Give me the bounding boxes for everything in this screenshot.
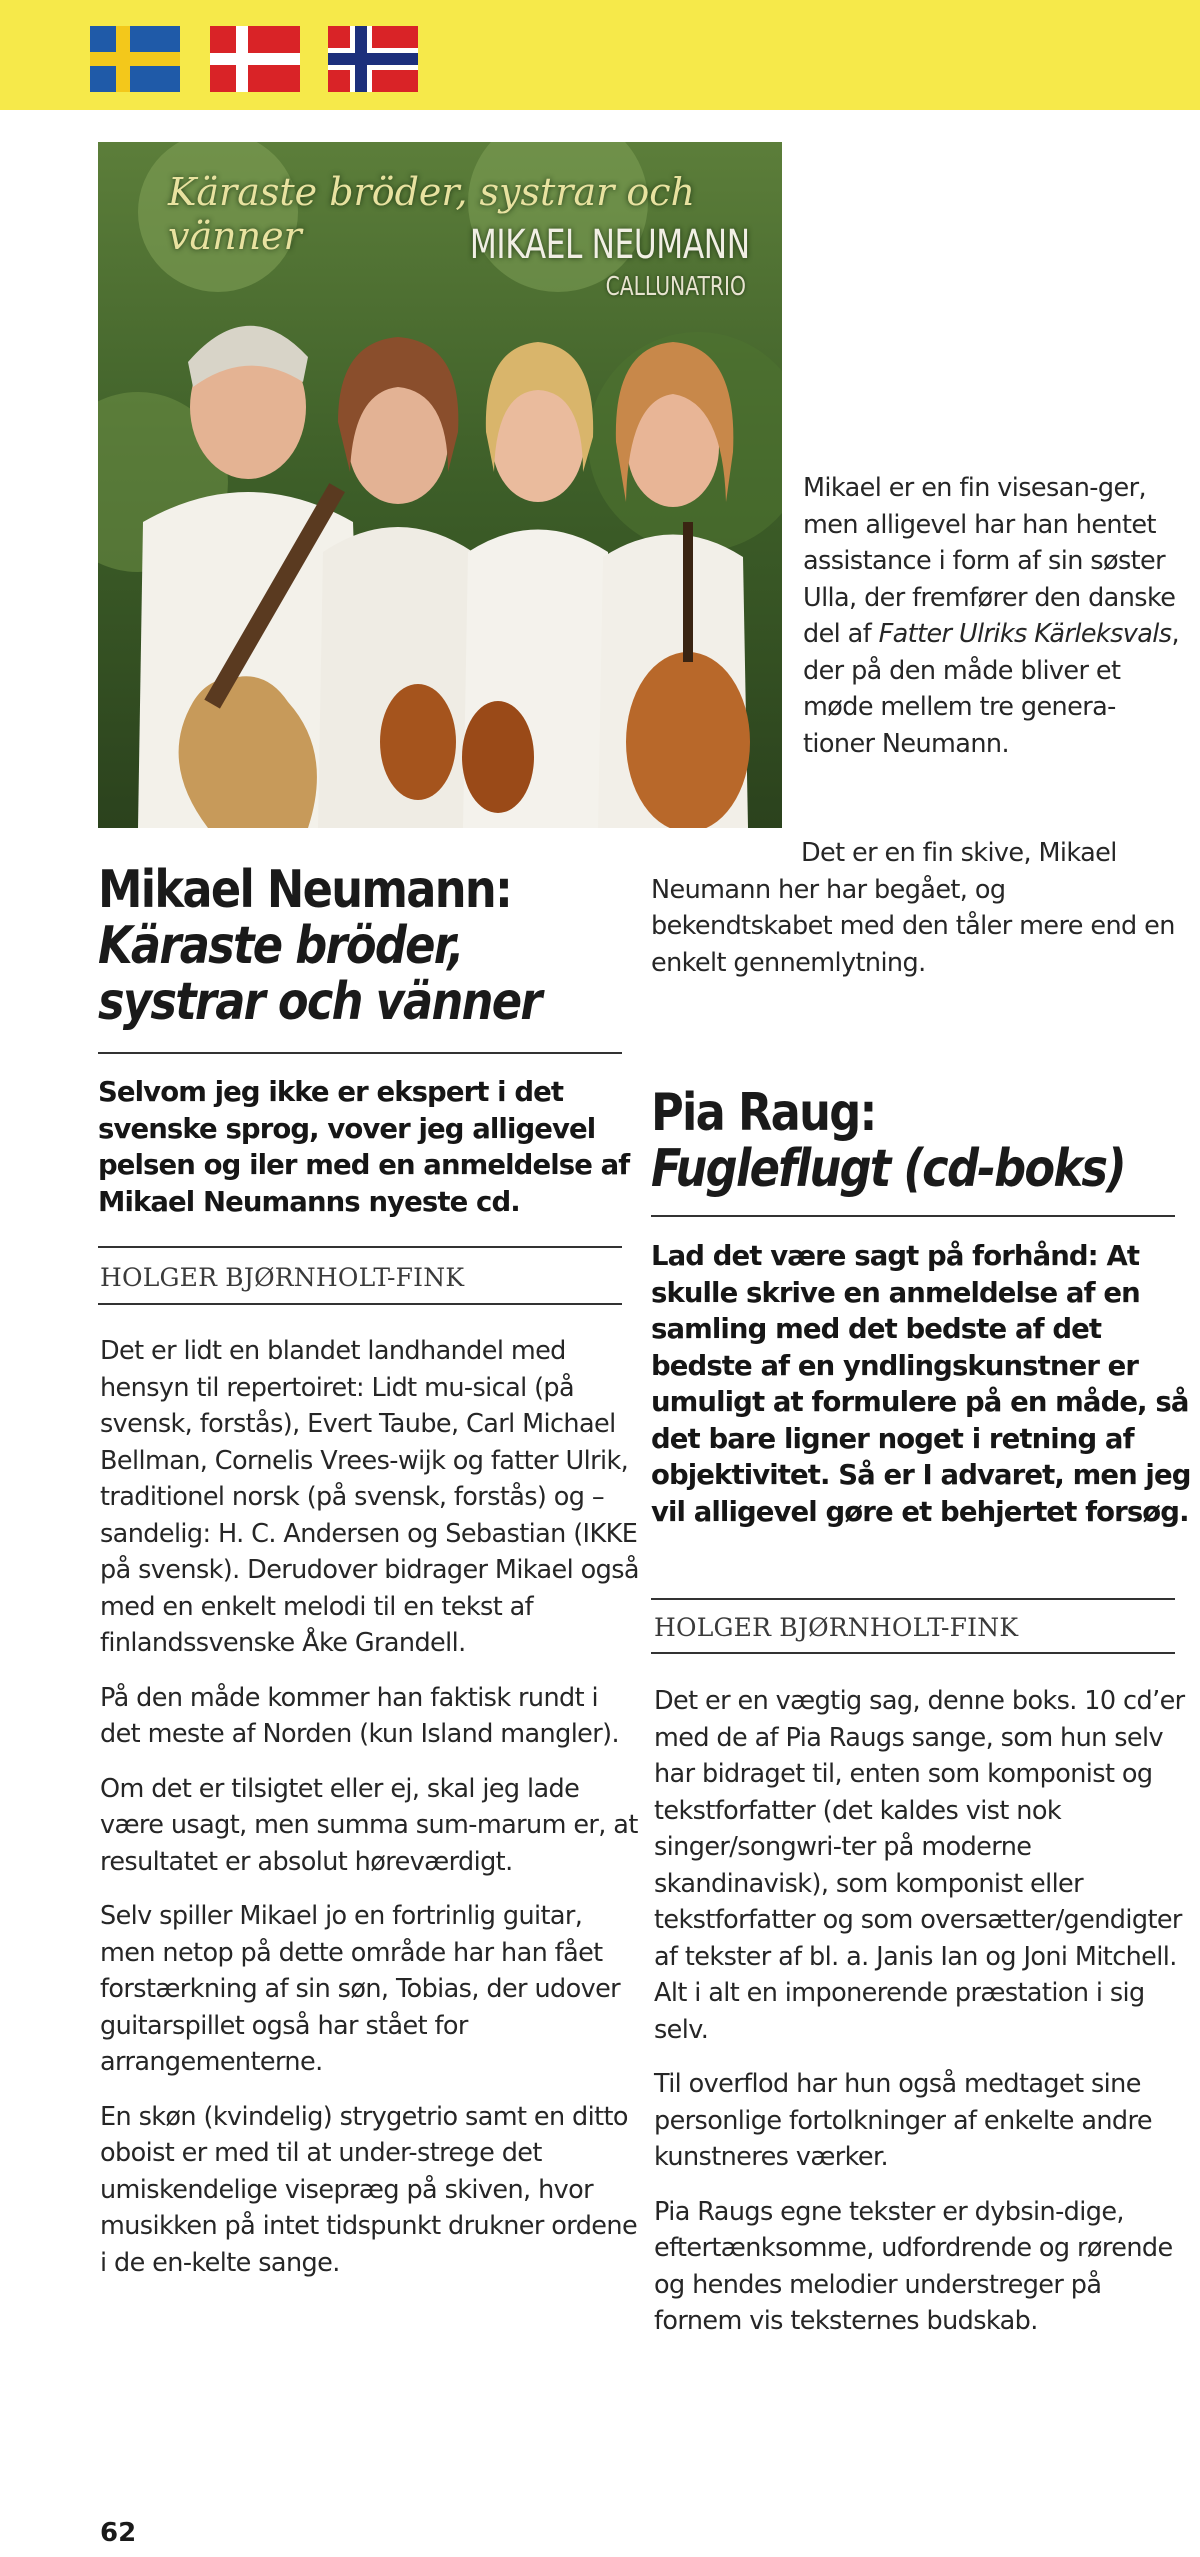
header-band (0, 0, 1200, 110)
album-cover-image (98, 142, 782, 828)
paragraph: Det er en vægtig sag, denne boks. 10 cd’er med de af Pia Raugs sange, som hun selv har bidraget til, enten som komponist og tekstforfatter (det kaldes vist nok singer/songwri-ter på moderne skandinavisk), som komponist eller tekstforfatter og som oversætter/gendigter af tekster af bl. a. Janis Ian og Joni Mitchell. Alt i alt en imponerende præstation i sig selv. (654, 1686, 1185, 2045)
review1-side-paragraph (803, 470, 1183, 780)
song-title: Fatter Ulriks Kärleksvals (878, 619, 1172, 649)
review2-body (654, 1683, 1190, 2358)
review2-lead: Lad det være sagt på forhånd: At skulle skrive en anmeldelse af en samling med det bedste af det bedste af en yndlingskunstner er umuligt at formulere på en måde, så det bare ligner noget i retning af objektivitet. Så er I advaret, men jeg vil alligevel gøre et behjertet forsøg. (651, 1240, 1191, 1528)
review1-body (100, 1333, 640, 2299)
norway-flag-icon (328, 26, 418, 92)
review1-lead: Selvom jeg ikke er ekspert i det svenske sprog, vover jeg alligevel pelsen og iler med en anmeldelse af Mikael Neumanns nyeste cd. (98, 1076, 630, 1218)
divider (98, 1246, 622, 1248)
paragraph: På den måde kommer han faktisk rundt i det meste af Norden (kun Island mangler). (100, 1682, 620, 1749)
paragraph: Pia Raugs egne tekster er dybsin-dige, eftertænksomme, udfordrende og rørende og hendes melodier understreger på fornem vis teksternes budskab. (654, 2196, 1173, 2336)
divider (98, 1303, 622, 1305)
album-cover-title: Käraste bröder, systrar och vänner (168, 170, 695, 258)
review1-closing-paragraph (651, 835, 1191, 999)
review1-artist: Mikael Neumann: (98, 860, 512, 920)
divider (651, 1652, 1175, 1654)
paragraph: En skøn (kvindelig) strygetrio samt en ditto oboist er med til at under-strege det umiskendelige visepræg på skiven, hvor musikken på intet tidspunkt drukner ordene i de en-kelte sange. (100, 2101, 638, 2278)
review2-byline: HOLGER BJØRNHOLT-FINK (654, 1613, 1019, 1642)
paragraph: Det er lidt en blandet landhandel med hensyn til repertoiret: Lidt mu-sical (på svensk, forstås), Evert Taube, Carl Michael Bellman, Cornelis Vrees-wijk og fatter Ulrik, traditionel norsk (på svensk, forstås) og – sandelig: H. C. Andersen og Sebastian (IKKE på svensk). Derudover bidrager Mikael også med en enkelt melodi til en tekst af finlandssvenske Åke Grandell. (100, 1336, 639, 1658)
paragraph: Selv spiller Mikael jo en fortrinlig guitar, men netop på dette område har han fået forstærkning af sin søn, Tobias, der udover guitarspillet også har stået for arrangementerne. (100, 1901, 621, 2077)
side-text-part: Mikael er en fin visesan-ger, men alligevel har han hentet assistance i form af sin søster Ulla, der fremfører den danske del af (803, 473, 1176, 649)
review2-album-title: Fugleflugt (cd-boks) (651, 1139, 1126, 1199)
review1-byline: HOLGER BJØRNHOLT-FINK (100, 1263, 465, 1292)
denmark-flag-icon (210, 26, 300, 92)
divider (651, 1215, 1175, 1217)
divider (651, 1598, 1175, 1600)
divider (98, 1052, 622, 1054)
closing-paragraph-text: Det er en fin skive, Mikael Neumann her har begået, og bekendtskabet med den tåler mere end en enkelt gennemlytning. (651, 838, 1175, 978)
paragraph: Om det er tilsigtet eller ej, skal jeg lade være usagt, men summa sum-marum er, at resultatet er absolut høreværdigt. (100, 1773, 638, 1877)
side-text-part: , der på den måde bliver et møde mellem tre genera-tioner Neumann. (803, 619, 1179, 759)
review1-album-title: Käraste bröder, systrar och vänner (98, 916, 541, 1032)
album-cover-artist: MIKAEL NEUMANN (470, 222, 750, 268)
review2-artist: Pia Raug: (651, 1083, 876, 1143)
review2-headline (651, 1085, 1133, 1197)
sweden-flag-icon (90, 26, 180, 92)
page-number: 62 (100, 2518, 137, 2548)
review1-headline (98, 862, 631, 1030)
album-cover-ensemble: CALLUNATRIO (605, 272, 746, 302)
paragraph: Til overflod har hun også medtaget sine personlige fortolkninger af enkelte andre kunstneres værker. (654, 2069, 1152, 2172)
